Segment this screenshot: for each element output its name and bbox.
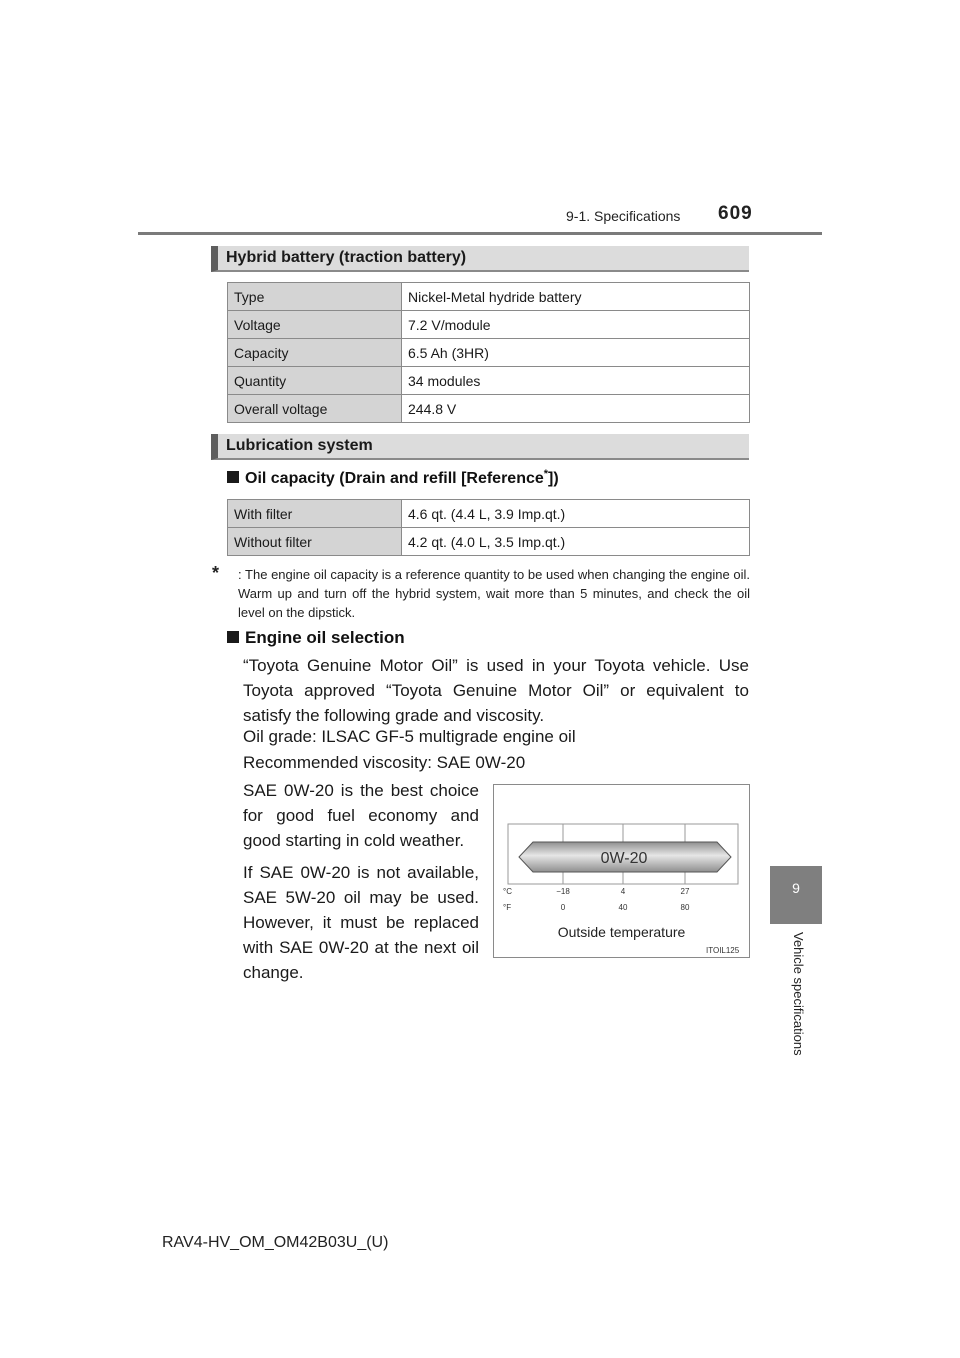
table-row bbox=[228, 367, 750, 395]
table-row bbox=[228, 339, 750, 367]
table-cell-label: Voltage bbox=[228, 311, 402, 339]
lubrication-heading-text: Lubrication system bbox=[226, 437, 373, 454]
table-row bbox=[228, 500, 750, 528]
section-title: 9-1. Specifications bbox=[566, 208, 681, 224]
celsius-tick: −18 bbox=[556, 887, 570, 896]
oil-capacity-table bbox=[227, 499, 750, 556]
celsius-tick: 4 bbox=[620, 887, 626, 896]
hybrid-battery-heading bbox=[211, 246, 749, 272]
table-row bbox=[228, 283, 750, 311]
figure-code: ITOIL125 bbox=[706, 946, 740, 955]
table-cell-label: With filter bbox=[228, 500, 402, 528]
chart-axis-label: Outside temperature bbox=[557, 924, 686, 940]
table-cell-value: 4.2 qt. (4.0 L, 3.5 Imp.qt.) bbox=[402, 528, 750, 556]
alternative-oil-paragraph: If SAE 0W-20 is not available, SAE 5W-20 oil may be used. However, it must be replaced with SAE 0W-20 at the next oil change. bbox=[243, 863, 479, 982]
table-row bbox=[228, 395, 750, 423]
table-cell-label: Without filter bbox=[228, 528, 402, 556]
fahrenheit-unit: °F bbox=[503, 903, 512, 912]
hybrid-battery-heading-text: Hybrid battery (traction battery) bbox=[226, 249, 467, 266]
chapter-tab-number: 9 bbox=[792, 880, 800, 896]
table-cell-value: Nickel-Metal hydride battery bbox=[402, 283, 750, 311]
oil-grade-text: Oil grade: ILSAC GF-5 multigrade engine oil bbox=[243, 727, 576, 746]
engine-oil-heading: Engine oil selection bbox=[227, 628, 405, 648]
table-cell-value: 244.8 V bbox=[402, 395, 750, 423]
oil-capacity-footnote bbox=[212, 564, 750, 622]
fahrenheit-tick: 40 bbox=[618, 903, 628, 912]
chapter-tab-label: Vehicle specifications bbox=[791, 932, 806, 1056]
footnote-text: : The engine oil capacity is a reference quantity to be used when changing the engine oil. Warm up and turn off the hybrid system, wait more than 5 minutes, and check the oil level on the dipstick. bbox=[238, 567, 750, 620]
viscosity-band-label: 0W-20 bbox=[600, 850, 648, 867]
celsius-unit: °C bbox=[503, 887, 512, 896]
footnote-mark: * bbox=[212, 563, 220, 583]
table-cell-value: 6.5 Ah (3HR) bbox=[402, 339, 750, 367]
table-cell-label: Quantity bbox=[228, 367, 402, 395]
celsius-tick: 27 bbox=[680, 887, 690, 896]
header-rule bbox=[138, 232, 822, 235]
engine-oil-paragraph: “Toyota Genuine Motor Oil” is used in your Toyota vehicle. Use Toyota approved “Toyota Genuine Motor Oil” or equivalent to satisfy the following grade and viscosity. bbox=[243, 656, 749, 725]
reference-mark: * bbox=[543, 468, 549, 480]
square-bullet-icon bbox=[227, 631, 239, 643]
fahrenheit-tick: 0 bbox=[560, 903, 566, 912]
oil-viscosity-text: Recommended viscosity: SAE 0W-20 bbox=[243, 753, 526, 772]
table-cell-value: 4.6 qt. (4.4 L, 3.9 Imp.qt.) bbox=[402, 500, 750, 528]
table-cell-label: Overall voltage bbox=[228, 395, 402, 423]
lubrication-heading bbox=[211, 434, 749, 460]
table-cell-value: 34 modules bbox=[402, 367, 750, 395]
table-cell-value: 7.2 V/module bbox=[402, 311, 750, 339]
page-number: 609 bbox=[718, 203, 753, 224]
fahrenheit-tick: 80 bbox=[680, 903, 690, 912]
best-choice-paragraph: SAE 0W-20 is the best choice for good fuel economy and good starting in cold weather. bbox=[243, 781, 479, 850]
oil-capacity-heading: Oil capacity (Drain and refill [Reference*]) bbox=[227, 468, 559, 488]
table-row bbox=[228, 311, 750, 339]
table-row bbox=[228, 528, 750, 556]
hybrid-battery-table bbox=[227, 282, 750, 423]
table-cell-label: Type bbox=[228, 283, 402, 311]
square-bullet-icon bbox=[227, 471, 239, 483]
table-cell-label: Capacity bbox=[228, 339, 402, 367]
document-id: RAV4-HV_OM_OM42B03U_(U) bbox=[162, 1234, 389, 1251]
